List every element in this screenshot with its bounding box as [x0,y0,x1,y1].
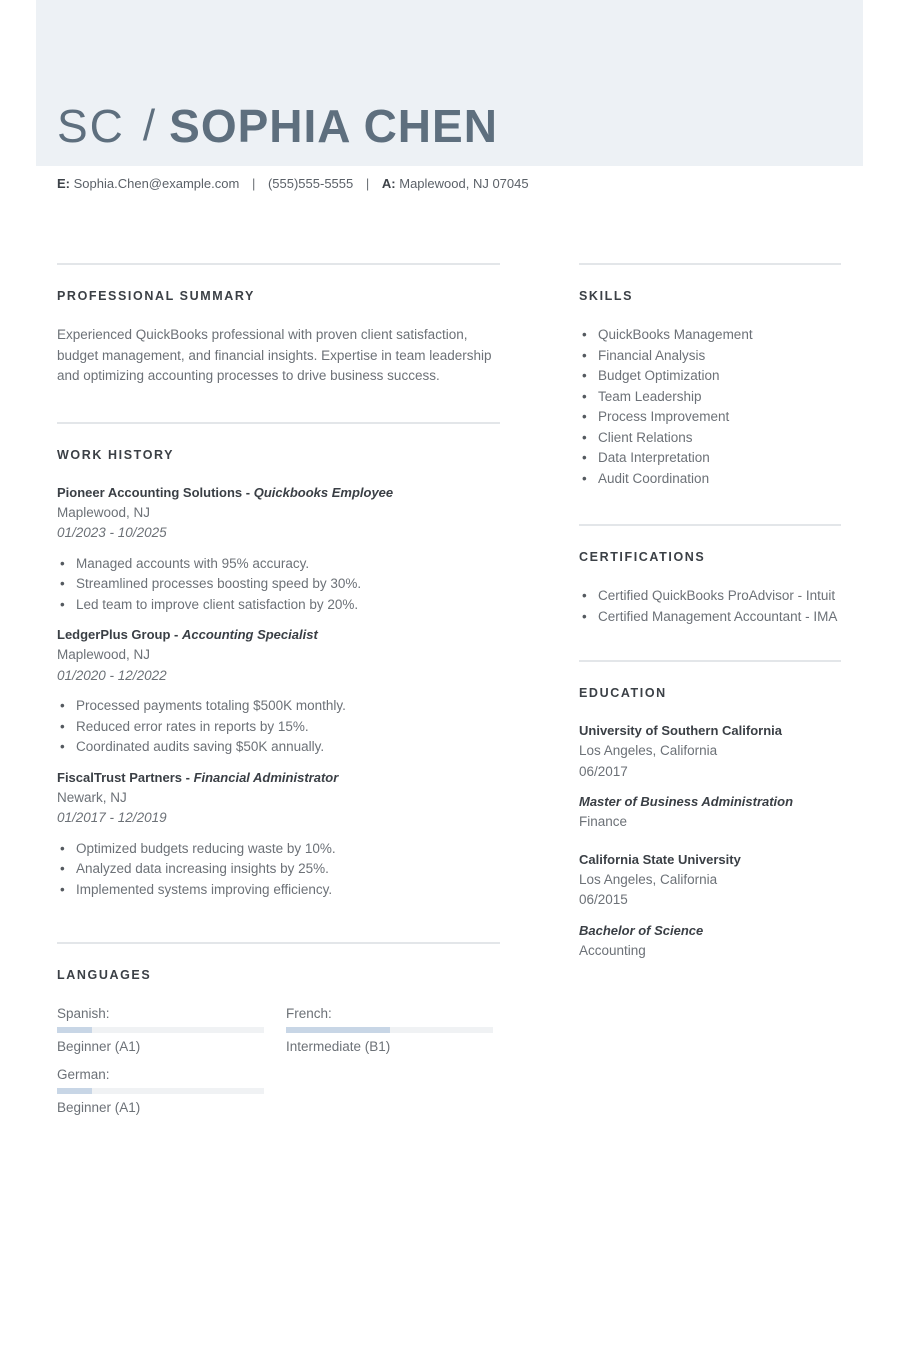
proficiency-bar [286,1027,493,1033]
education-location: Los Angeles, California [579,743,718,758]
education-entry [579,721,841,833]
job-bullet: • Optimized budgets reducing waste by 10%. [57,839,500,860]
job-bullet: • Implemented systems improving efficiency. [57,880,500,901]
certification-item: • Certified Management Accountant - IMA [579,607,841,628]
language-item [286,1004,493,1057]
languages-title: LANGUAGES [57,968,152,982]
proficiency-bar [57,1027,264,1033]
skill-item: • Financial Analysis [579,346,841,367]
skills-title: SKILLS [579,289,634,303]
education-field: Finance [579,814,628,829]
proficiency-fill [286,1027,390,1033]
education-title: EDUCATION [579,686,667,700]
right-column [579,263,841,961]
section-divider [579,263,841,265]
job-dash: - [182,769,194,785]
email-label: E: [57,176,70,191]
education-date: 06/2015 [579,892,628,907]
education-degree: Master of Business Administration [579,794,794,809]
job-dash: - [242,484,254,500]
skill-item: • Team Leadership [579,387,841,408]
job-company: LedgerPlus Group [57,627,171,642]
education-field: Accounting [579,942,646,958]
name-line [57,96,498,156]
job-bullet: • Analyzed data increasing insights by 25%. [57,859,500,880]
job-heading [57,625,500,645]
job-dates: 01/2023 - 10/2025 [57,525,167,540]
contact-line [57,176,529,191]
job-entry [57,625,500,758]
section-divider [579,660,841,662]
job-role: Accounting Specialist [181,627,318,642]
job-role: Quickbooks Employee [253,484,394,500]
full-name: SOPHIA CHEN [169,100,498,152]
education-school: California State University [579,851,741,867]
left-column [57,263,500,1118]
proficiency-fill [57,1088,92,1094]
skill-item: • Client Relations [579,428,841,449]
job-role: Financial Administrator [193,769,339,785]
skill-item: • Process Improvement [579,407,841,428]
name-separator: / [142,101,156,150]
education-school: University of Southern California [579,723,782,738]
contact-divider: | [251,176,256,191]
job-dates: 01/2017 - 12/2019 [57,810,167,825]
languages-grid [57,1004,500,1118]
work-history-title: WORK HISTORY [57,447,175,462]
skill-item: • QuickBooks Management [579,325,841,346]
job-bullet: • Streamlined processes boosting speed by 30%. [57,574,500,595]
job-dates: 01/2020 - 12/2022 [57,667,167,683]
skill-item: • Data Interpretation [579,448,841,469]
language-name: French: [286,1006,332,1021]
address-label: A: [381,176,396,191]
job-bullet: • Managed accounts with 95% accuracy. [57,554,500,575]
job-bullets [57,696,500,758]
education-entry [579,850,841,962]
language-item [57,1004,264,1057]
contact-divider: | [365,176,370,191]
proficiency-fill [57,1027,92,1033]
language-level: Intermediate (B1) [286,1039,391,1054]
job-entry [57,768,500,901]
job-dash: - [170,627,182,642]
education-degree: Bachelor of Science [579,922,704,938]
job-bullet: • Coordinated audits saving $50K annually. [57,737,500,758]
job-bullet: • Led team to improve client satisfaction by 20%. [57,595,500,616]
address: Maplewood, NJ 07045 [399,176,529,191]
job-heading [57,483,500,503]
skill-item: • Budget Optimization [579,366,841,387]
certifications-list [579,586,841,627]
summary-text: Experienced QuickBooks professional with proven client satisfaction, budget management, and financial insights. Expertise in team leadership and optimizing accounting processes to drive business success. [57,327,492,383]
education-date: 06/2017 [579,763,628,779]
job-heading [57,768,500,788]
certifications-title: CERTIFICATIONS [579,550,706,564]
job-company: FiscalTrust Partners [57,769,182,785]
skills-list [579,325,841,489]
section-divider [57,263,500,265]
language-name: Spanish: [57,1006,110,1021]
job-bullets [57,554,500,616]
initials: SC [57,100,125,152]
job-company: Pioneer Accounting Solutions [57,484,243,500]
email: Sophia.Chen@example.com [73,176,240,191]
job-location: Maplewood, NJ [57,504,151,520]
education-location: Los Angeles, California [579,871,718,887]
summary-title: PROFESSIONAL SUMMARY [57,289,255,303]
phone: (555)555-5555 [267,176,354,191]
language-level: Beginner (A1) [57,1100,141,1115]
job-entry [57,483,500,616]
certification-item: • Certified QuickBooks ProAdvisor - Intuit [579,586,841,607]
job-bullets [57,839,500,901]
language-level: Beginner (A1) [57,1039,141,1054]
job-bullet: • Processed payments totaling $500K monthly. [57,696,500,717]
job-location: Maplewood, NJ [57,647,151,662]
job-bullet: • Reduced error rates in reports by 15%. [57,717,500,738]
section-divider [57,942,500,944]
skill-item: • Audit Coordination [579,469,841,490]
section-divider [57,422,500,424]
section-divider [579,524,841,526]
language-item [57,1065,264,1118]
job-location: Newark, NJ [57,789,127,805]
proficiency-bar [57,1088,264,1094]
language-name: German: [57,1067,110,1082]
